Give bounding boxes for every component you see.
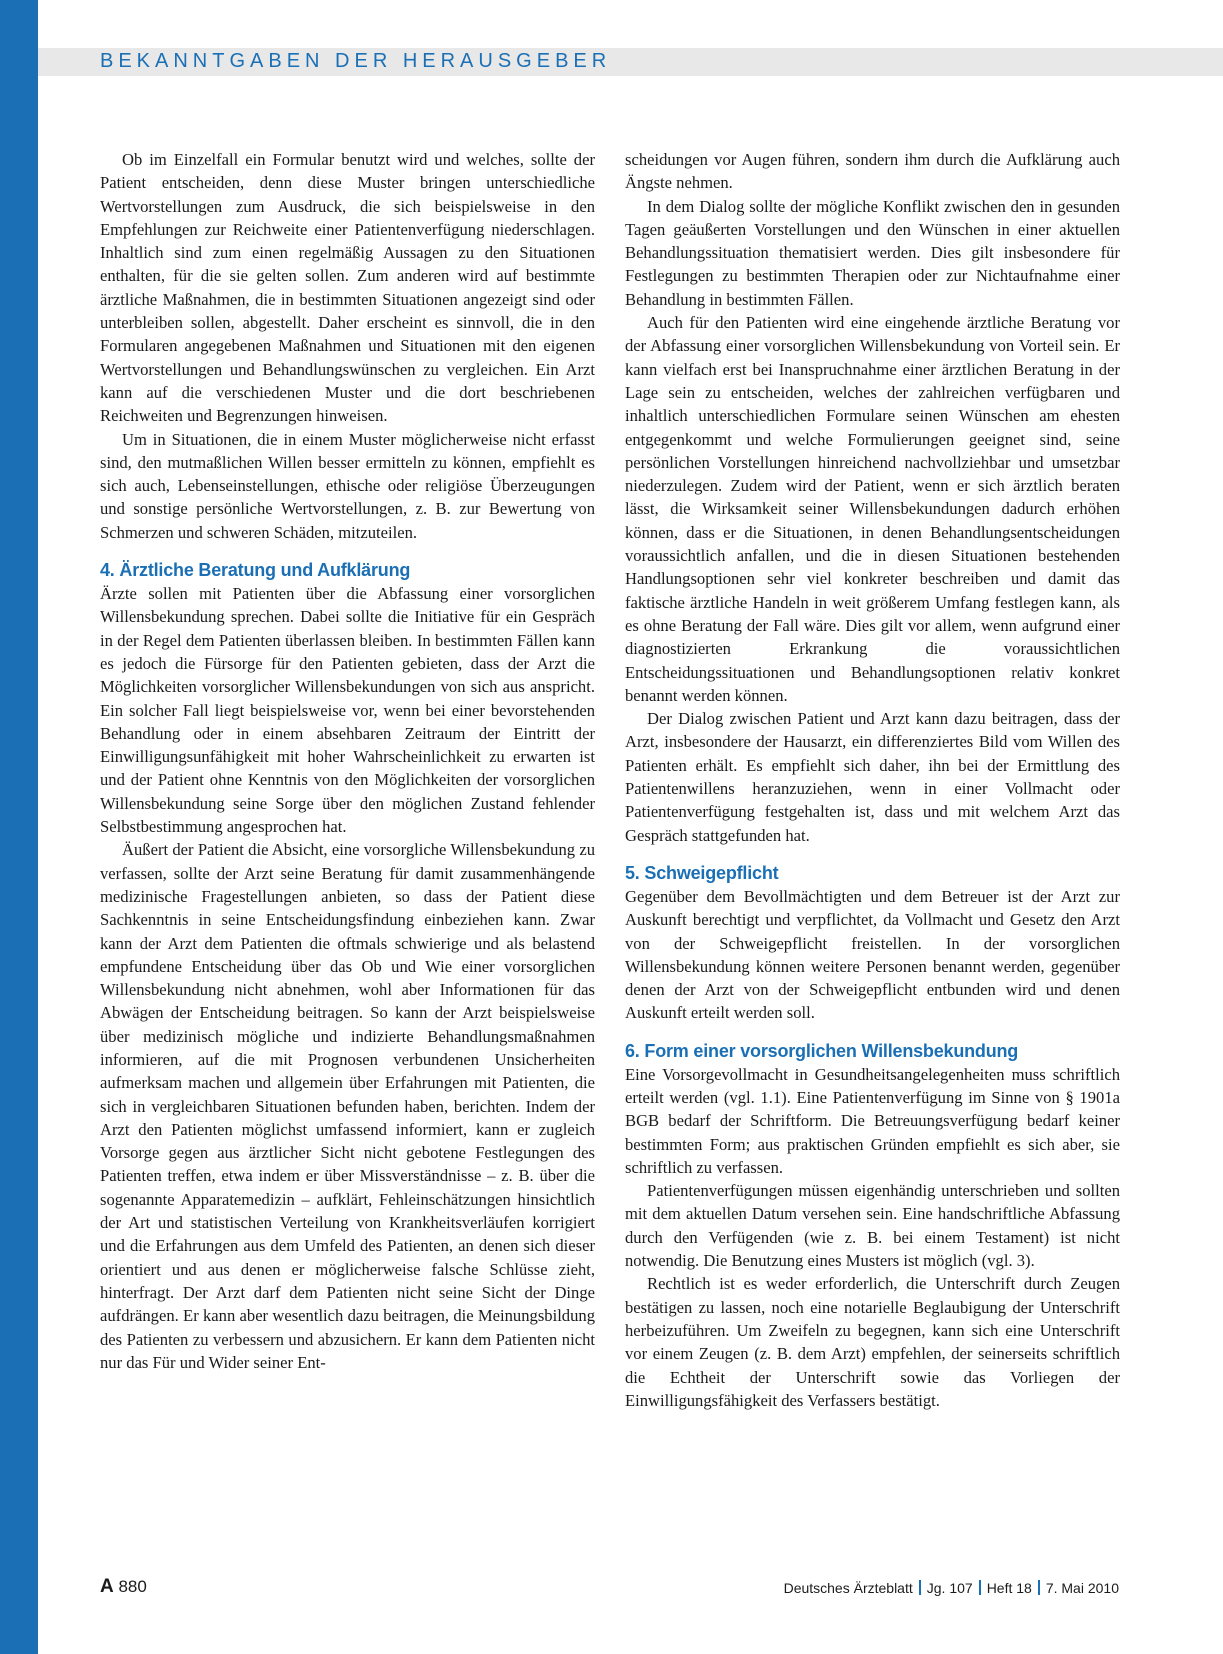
journal-citation: [784, 1580, 1119, 1596]
paragraph: Ob im Einzelfall ein Formular benutzt wird und welches, sollte der Patient entscheiden, denn diese Muster bringen unterschiedliche Wertvorstellungen zum Ausdruck, die sich beispielsweise in den Empfehlungen zur Reichweite einer Patientenverfügung niederschlagen. Inhaltlich sind zum einen regelmäßig Aussagen zu den Situationen enthalten, für die sie gelten sollen. Zum anderen wird auf bestimmte ärztliche Maßnahmen, die in bestimmten Situationen angezeigt sind oder unterbleiben sollen, abgestellt. Daher erscheint es sinnvoll, die in den Formularen angegebenen Maßnahmen und Situationen mit den eigenen Wertvorstellungen und Behandlungswünschen zu vergleichen. Ein Arzt kann auf die verschiedenen Muster und die dort beschriebenen Reichweiten und Begrenzungen hinweisen.: [100, 150, 595, 426]
divider: [979, 1580, 981, 1595]
section-heading-5: 5. Schweigepflicht: [625, 862, 779, 883]
journal-name: Deutsches Ärzteblatt: [783, 1580, 913, 1596]
paragraph: Ärzte sollen mit Patienten über die Abfassung einer vorsorglichen Willensbekundung sprechen. Dabei sollte die Initiative für ein Gespräch in der Regel dem Patienten überlassen bleiben. In bestimmten Fällen kann es jedoch die Fürsorge für den Patienten gebieten, dass der Arzt die Möglichkeiten vorsorglicher Willensbekundungen von sich aus anspricht. Ein solcher Fall liegt beispielsweise vor, wenn bei einer bevorstehenden Behandlung oder in einem absehbaren Zeitraum der Eintritt der Einwilligungsunfähigkeit mit hoher Wahrscheinlichkeit zu erwarten ist und der Patient ohne Kenntnis von den Möglichkeiten der vorsorglichen Willensbekundung seine Sorge über den möglichen Zustand fehlender Selbstbestimmung angesprochen hat.: [100, 584, 595, 837]
section-header: BEKANNTGABEN DER HERAUSGEBER: [100, 50, 612, 72]
paragraph: Patientenverfügungen müssen eigenhändig unterschrieben und sollten mit dem aktuellen Datum versehen sein. Eine handschriftliche Abfassung durch den Verfügenden (wie z. B. bei einem Testament) ist nicht notwendig. Die Benutzung eines Musters ist möglich (vgl. 3).: [625, 1181, 1120, 1271]
paragraph: scheidungen vor Augen führen, sondern ihm durch die Aufklärung auch Ängste nehmen.: [625, 150, 1120, 193]
section-heading-6: 6. Form einer vorsorglichen Willensbekundung: [625, 1040, 1019, 1061]
paragraph: Auch für den Patienten wird eine eingehende ärztliche Beratung vor der Abfassung einer vorsorglichen Willensbekundung von Vorteil sein. Er kann vielfach erst bei Inanspruchnahme einer ärztlichen Beratung in der Lage sein zu entscheiden, welches der zahlreichen verfügbaren und inhaltlich unterschiedlichen Formulare seinen Wünschen am ehesten entgegenkommt und welche Formulierungen geeignet sind, seine persönlichen Vorstellungen hinreichend nachvollziehbar und umsetzbar niederzulegen. Zudem wird der Patient, wenn er sich ärztlich beraten lässt, die Wirksamkeit seiner Willensbekundungen dadurch erhöhen können, dass er die Situationen, in denen Behandlungsentscheidungen voraussichtlich anfallen, und die in diesen Situationen bestehenden Handlungsoptionen sehr viel konkreter beschreiben und damit das faktische ärztliche Handeln in weit größerem Umfang festlegen kann, als es ohne Beratung der Fall wäre. Dies gilt vor allem, wenn aufgrund einer diagnostizierten Erkrankung die voraussichtlichen Entscheidungssituationen und Behandlungsoptionen relativ konkret benannt werden können.: [625, 313, 1120, 705]
divider: [1038, 1580, 1040, 1595]
paragraph: Gegenüber dem Bevollmächtigten und dem Betreuer ist der Arzt zur Auskunft berechtigt und verpflichtet, da Vollmacht und Gesetz den Arzt von der Schweigepflicht freistellen. In der vorsorglichen Willensbekundung können weitere Personen benannt werden, gegenüber denen der Arzt von der Schweigepflicht entbunden wird und denen Auskunft erteilt werden soll.: [625, 886, 1120, 1023]
paragraph: Eine Vorsorgevollmacht in Gesundheitsangelegenheiten muss schriftlich erteilt werden (vgl. 1.1). Eine Patientenverfügung im Sinne von § 1901a BGB bedarf der Schriftform. Die Betreuungsverfügung bedarf keiner bestimmten Form; aus praktischen Gründen empfiehlt es sich aber, sie schriftlich zu verfassen.: [625, 1064, 1120, 1177]
section-heading-4: 4. Ärztliche Beratung und Aufklärung: [100, 560, 411, 581]
paragraph: Der Dialog zwischen Patient und Arzt kann dazu beitragen, dass der Arzt, insbesondere der Hausarzt, ein differenziertes Bild vom Willen des Patienten erhält. Es empfiehlt sich daher, ihn bei der Ermittlung des Patientenwillens heranzuziehen, wenn in einer Vollmacht oder Patientenverfügung festgehalten ist, dass und mit welchem Arzt das Gespräch stattgefunden hat.: [625, 709, 1120, 845]
left-column: [100, 148, 595, 1374]
right-column: [625, 148, 1120, 1412]
paragraph: In dem Dialog sollte der mögliche Konflikt zwischen den in gesunden Tagen geäußerten Vorstellungen und den Wünschen in einer aktuellen Behandlungssituation thematisiert werden. Dies gilt insbesondere für Festlegungen zu bestimmten Therapien oder zur Nichtaufnahme einer Behandlung in bestimmten Fällen.: [625, 196, 1120, 309]
journal-issue: Heft 18: [986, 1580, 1032, 1596]
page-number-value: 880: [118, 1577, 147, 1596]
journal-date: 7. Mai 2010: [1045, 1580, 1119, 1596]
paragraph: Äußert der Patient die Absicht, eine vorsorgliche Willensbekundung zu verfassen, sollte der Arzt seine Beratung für damit zusammenhängende medizinische Fragestellungen anbieten, so dass der Patient diese Sachkenntnis in seine Entscheidungsfindung einbeziehen kann. Zwar kann der Arzt dem Patienten die oftmals schwierige und als belastend empfundene Entscheidung über das Ob und Wie einer vorsorglichen Willensbekundung nicht abnehmen, wohl aber Informationen für das Abwägen der Entscheidung beitragen. So kann der Arzt beispielsweise über medizinisch mögliche und indizierte Behandlungsmaßnahmen informieren, auf die mit Prognosen verbundenen Unsicherheiten aufmerksam machen und allgemein über Erfahrungen mit Patienten, die sich in vergleichbaren Situationen befunden haben, berichten. Indem der Arzt den Patienten möglichst umfassend informiert, kann er zugleich Vorsorge gegen aus ärztlicher Sicht nicht gebotene Festlegungen des Patienten treffen, etwa indem er über Missverständnisse – z. B. über die sogenannte Apparatemedizin – aufklärt, Fehleinschätzungen hinsichtlich der Art und statistischen Verteilung von Krankheitsverläufen korrigiert und die Erfahrungen aus dem Umfeld des Patienten, an denen sich dieser orientiert und aus denen er möglicherweise falsche Schlüsse zieht, hinterfragt. Der Arzt darf dem Patienten nicht seine Sicht der Dinge aufdrängen. Er kann aber wesentlich dazu beitragen, die Meinungsbildung des Patienten zu verbessern und abzusichern. Er kann dem Patienten nicht nur das Für und Wider seiner Ent-: [100, 840, 595, 1372]
journal-volume: Jg. 107: [926, 1580, 973, 1596]
paragraph: Um in Situationen, die in einem Muster möglicherweise nicht erfasst sind, den mutmaßlichen Willen besser ermitteln zu können, empfiehlt es sich auch, Lebenseinstellungen, ethische oder religiöse Überzeugungen und sonstige persönliche Wertvorstellungen, z. B. zur Bewertung von Schmerzen und schweren Schäden, mitzuteilen.: [100, 429, 595, 542]
paragraph: Rechtlich ist es weder erforderlich, die Unterschrift durch Zeugen bestätigen zu lassen, noch eine notarielle Beglaubigung der Unterschrift herbeizuführen. Um Zweifeln zu begegnen, kann sich eine Unterschrift vor einem Zeugen (z. B. dem Arzt) empfehlen, der seinerseits schriftlich die Echtheit der Unterschrift sowie das Vorliegen der Einwilligungsfähigkeit des Verfassers bestätigt.: [625, 1274, 1120, 1410]
page-number: [100, 1576, 147, 1598]
page-prefix: A: [100, 1576, 114, 1597]
divider: [919, 1580, 921, 1595]
side-color-bar: [0, 0, 38, 1654]
